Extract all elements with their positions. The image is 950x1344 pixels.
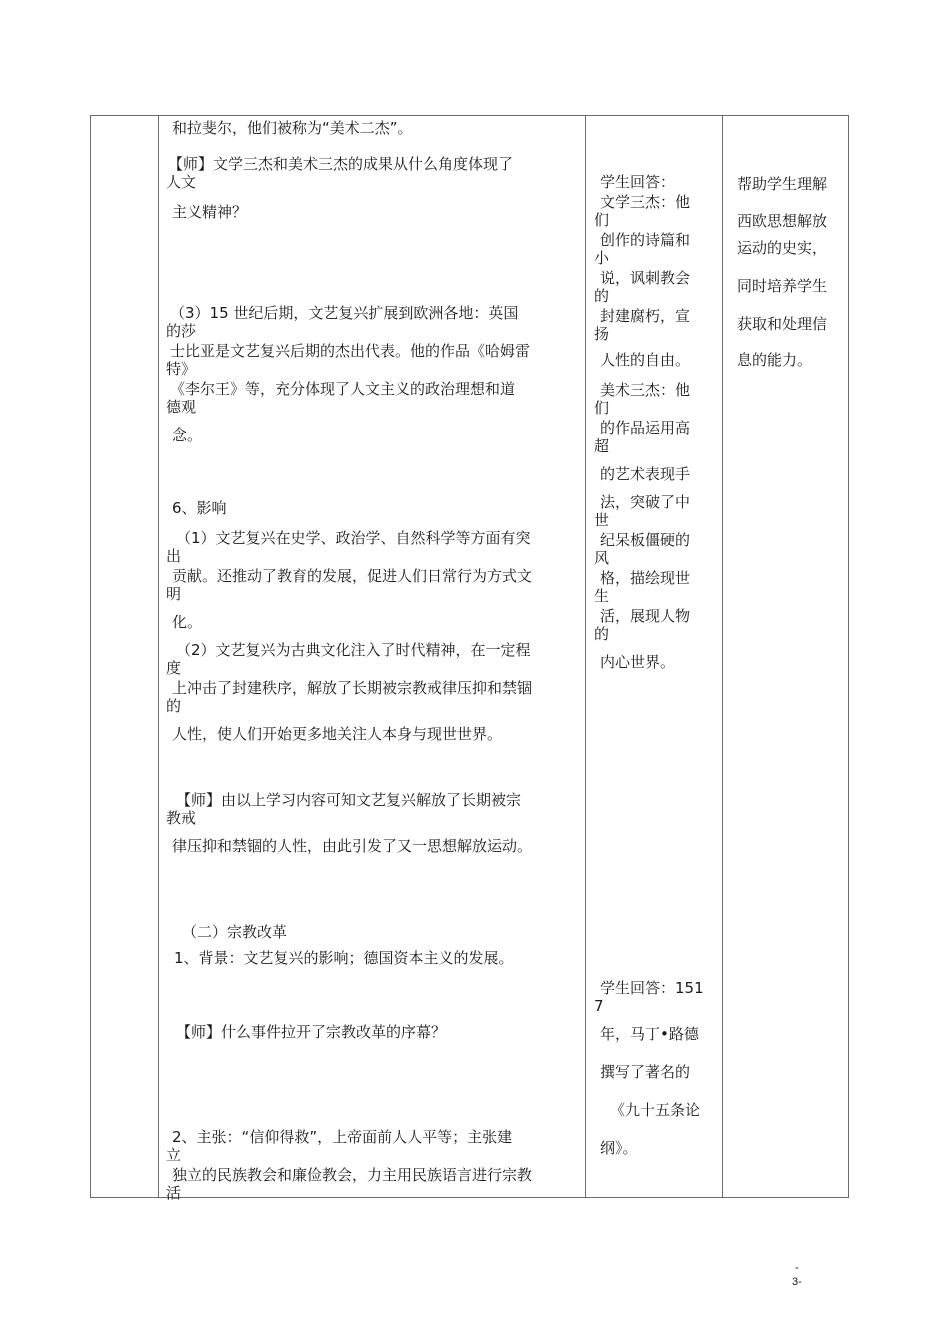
content-line: 立	[166, 1146, 182, 1164]
purpose-line: 帮助学生理解	[737, 175, 828, 193]
student-answer-line: 活，展现人物	[600, 607, 691, 625]
content-line: 的	[166, 697, 182, 715]
student-answer-line: 超	[594, 437, 610, 455]
student-answer-line: 格，描绘现世	[600, 569, 691, 587]
student-answer-line: 创作的诗篇和	[600, 231, 691, 249]
content-line: 度	[166, 659, 182, 677]
content-line: 独立的民族教会和廉俭教会，力主用民族语言进行宗教	[172, 1166, 533, 1184]
student-answer-line: 学生回答：151	[600, 979, 704, 997]
student-answer-line: 封建腐朽，宣	[600, 307, 691, 325]
content-line: 主义精神？	[172, 203, 248, 221]
student-answer-line: 的作品运用高	[600, 419, 691, 437]
student-answer-line: 的艺术表现手	[600, 465, 691, 483]
content-line: （3）15 世纪后期，文艺复兴扩展到欧洲各地：英国	[170, 304, 519, 322]
student-answer-line: 们	[594, 211, 610, 229]
column-divider-3	[722, 115, 723, 1198]
content-line: 念。	[172, 426, 203, 444]
content-line: 《李尔王》等，充分体现了人文主义的政治理想和道	[170, 380, 516, 398]
purpose-line: 获取和处理信	[737, 315, 828, 333]
student-answer-line: 内心世界。	[600, 653, 676, 671]
content-line: 明	[166, 585, 182, 603]
content-line: （2）文艺复兴为古典文化注入了时代精神，在一定程	[176, 641, 531, 659]
table-bottom-border	[90, 1197, 849, 1198]
content-line: 教戒	[166, 809, 197, 827]
student-answer-line: 们	[594, 399, 610, 417]
student-answer-line: 美术三杰：他	[600, 381, 691, 399]
student-answer-line: 人性的自由。	[600, 351, 691, 369]
student-answer-line: 撰写了著名的	[600, 1063, 691, 1081]
section-heading: （二）宗教改革	[182, 923, 288, 941]
content-line: 和拉斐尔，他们被称为“美术二杰”。	[172, 119, 413, 137]
student-answer-line: 7	[594, 997, 604, 1015]
content-line: 特》	[166, 360, 197, 378]
content-line: 2、主张：“信仰得救”，上帝面前人人平等；主张建	[172, 1128, 513, 1146]
student-answer-line: 年，马丁•路德	[600, 1025, 699, 1043]
student-answer-line: 风	[594, 549, 610, 567]
student-answer-line: 扬	[594, 325, 610, 343]
purpose-line: 息的能力。	[737, 351, 813, 369]
content-line: 律压抑和禁锢的人性，由此引发了又一思想解放运动。	[172, 837, 533, 855]
teacher-question: 【师】什么事件拉开了宗教改革的序幕？	[176, 1023, 447, 1041]
column-divider-2	[585, 115, 586, 1198]
content-line: 1、背景：文艺复兴的影响；德国资本主义的发展。	[174, 949, 514, 967]
student-answer-line: 法，突破了中	[600, 493, 691, 511]
table-border-right	[848, 115, 849, 1198]
content-line: 上冲击了封建秩序，解放了长期被宗教戒律压抑和禁锢	[172, 679, 533, 697]
student-answer-line: 学生回答：	[600, 173, 676, 191]
content-line: 人性，使人们开始更多地关注人本身与现世世界。	[172, 725, 503, 743]
column-divider-1	[158, 115, 159, 1198]
purpose-line: 西欧思想解放	[737, 212, 828, 230]
content-line: 出	[166, 547, 182, 565]
student-answer-line: 的	[594, 625, 610, 643]
page-number: 3-	[792, 1276, 802, 1288]
content-line: 化。	[172, 613, 203, 631]
student-answer-line: 的	[594, 287, 610, 305]
content-line: 活	[166, 1184, 182, 1202]
content-line: 贡献。还推动了教育的发展，促进人们日常行为方式文	[172, 567, 533, 585]
page-number-dash: -	[795, 1262, 799, 1274]
table-border-left	[90, 115, 91, 1198]
table-top-border	[90, 115, 849, 116]
teacher-remark: 【师】由以上学习内容可知文艺复兴解放了长期被宗	[176, 791, 522, 809]
student-answer-line: 纪呆板僵硬的	[600, 531, 691, 549]
student-answer-line: 纲》。	[600, 1139, 638, 1157]
content-line: 人文	[166, 173, 197, 191]
content-line: 士比亚是文艺复兴后期的杰出代表。他的作品《哈姆雷	[170, 342, 531, 360]
purpose-line: 运动的史实，	[737, 239, 828, 257]
student-answer-line: 文学三杰：他	[600, 193, 691, 211]
section-heading: 6、影响	[172, 499, 227, 517]
student-answer-line: 小	[594, 249, 610, 267]
purpose-line: 同时培养学生	[737, 277, 828, 295]
content-line: 的莎	[166, 322, 197, 340]
student-answer-line: 说，讽刺教会	[600, 269, 691, 287]
content-line: （1）文艺复兴在史学、政治学、自然科学等方面有突	[176, 529, 531, 547]
teacher-question: 【师】文学三杰和美术三杰的成果从什么角度体现了	[168, 155, 514, 173]
content-line: 德观	[166, 398, 197, 416]
student-answer-line: 生	[594, 587, 610, 605]
student-answer-line: 《九十五条论	[610, 1101, 701, 1119]
student-answer-line: 世	[594, 511, 610, 529]
